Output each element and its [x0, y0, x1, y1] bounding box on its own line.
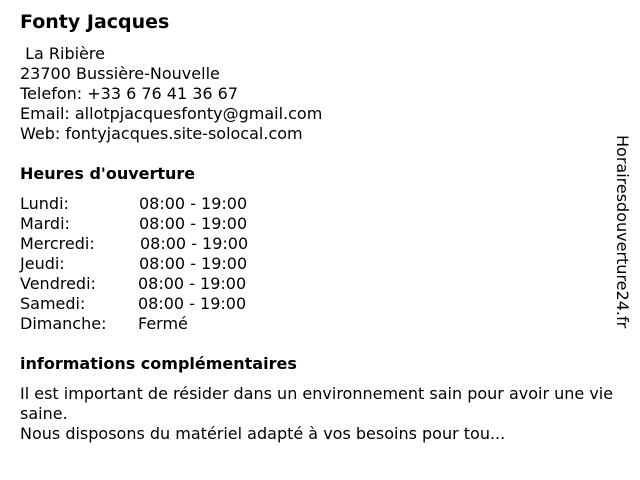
- description-paragraph: Il est important de résider dans un environnement sain pour avoir une vie saine.: [20, 384, 614, 423]
- business-name: Fonty Jacques: [20, 11, 170, 33]
- description-paragraph: Nous disposons du matériel adapté à vos besoins pour tou...: [20, 424, 506, 443]
- day-label: Lundi:: [20, 194, 69, 213]
- hours-row-monday: [20, 194, 280, 214]
- hours-row-friday: [20, 274, 280, 294]
- day-label: Jeudi:: [20, 254, 65, 273]
- address-street: La Ribière: [20, 44, 105, 63]
- day-label: Samedi:: [20, 294, 86, 313]
- web-line[interactable]: Web: fontyjacques.site-solocal.com: [20, 124, 303, 143]
- time-value: 08:00 - 19:00: [139, 254, 248, 273]
- time-value: 08:00 - 19:00: [140, 234, 249, 253]
- day-label: Mardi:: [20, 214, 70, 233]
- hours-row-tuesday: [20, 214, 280, 234]
- time-value: 08:00 - 19:00: [139, 214, 248, 233]
- hours-row-wednesday: [20, 234, 280, 254]
- day-label: Vendredi:: [20, 274, 96, 293]
- hours-row-sunday: [20, 314, 280, 334]
- site-watermark: Horairesdouverture24.fr: [613, 135, 632, 329]
- time-value: Fermé: [138, 314, 188, 333]
- address-city: 23700 Bussière-Nouvelle: [20, 64, 220, 83]
- hours-row-saturday: [20, 294, 280, 314]
- info-heading: informations complémentaires: [20, 354, 297, 373]
- phone-line[interactable]: Telefon: +33 6 76 41 36 67: [20, 84, 239, 103]
- email-line[interactable]: Email: allotpjacquesfonty@gmail.com: [20, 104, 323, 123]
- description: [20, 384, 625, 444]
- time-value: 08:00 - 19:00: [138, 294, 247, 313]
- hours-row-thursday: [20, 254, 280, 274]
- hours-heading: Heures d'ouverture: [20, 164, 196, 183]
- time-value: 08:00 - 19:00: [138, 274, 247, 293]
- day-label: Dimanche:: [20, 314, 107, 333]
- contact-block: [20, 44, 322, 144]
- time-value: 08:00 - 19:00: [139, 194, 248, 213]
- day-label: Mercredi:: [20, 234, 95, 253]
- opening-hours-table: [20, 194, 280, 334]
